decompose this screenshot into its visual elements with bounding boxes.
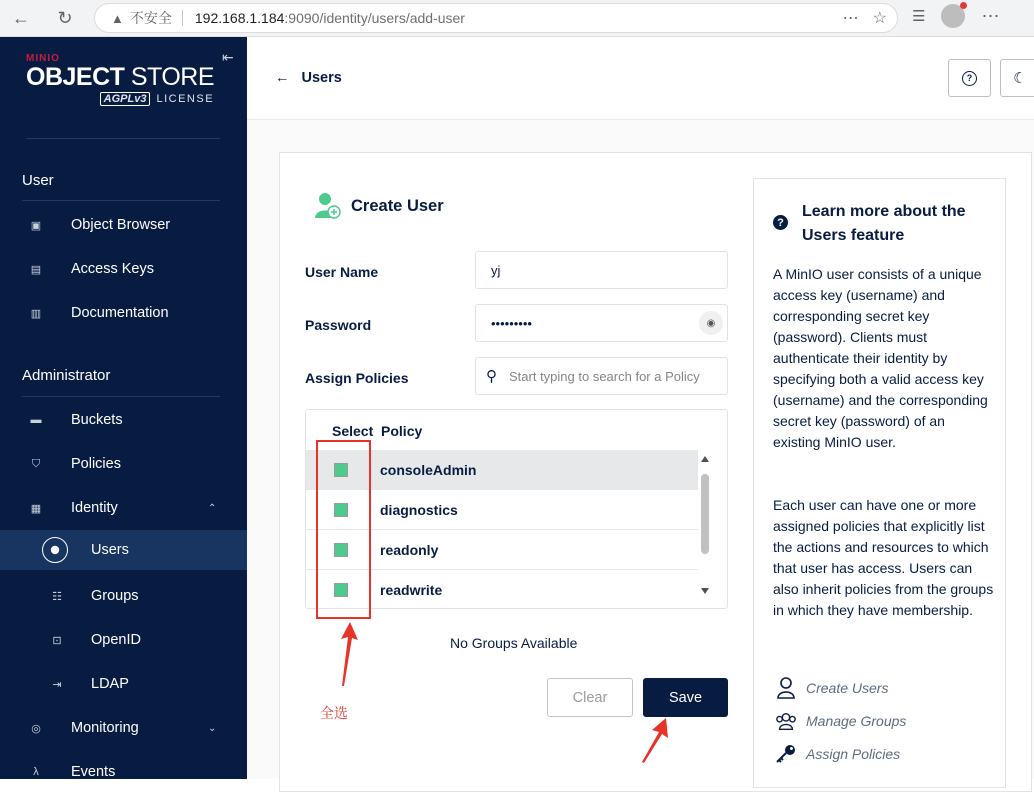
add-user-icon [315, 192, 341, 220]
scroll-up-icon[interactable] [701, 456, 709, 462]
section-administrator: Administrator [22, 367, 111, 384]
column-policy: Policy [381, 423, 423, 439]
sidebar-item-label: Access Keys [71, 261, 154, 277]
collapse-sidebar-icon[interactable]: ⇤ [222, 49, 234, 65]
policy-name: readonly [380, 541, 439, 558]
bucket-icon: ▬ [30, 414, 42, 426]
back-link-label: Users [301, 70, 342, 86]
divider [26, 138, 220, 139]
assign-policies-label: Assign Policies [305, 370, 409, 386]
logo-brand: MINIO [26, 53, 60, 64]
sidebar-item-ldap[interactable] [0, 664, 247, 704]
more-options-icon[interactable]: ⋯ [842, 10, 859, 27]
shield-icon: ⛉ [31, 457, 41, 470]
column-select: Select [332, 423, 374, 439]
dark-mode-button[interactable] [1000, 59, 1034, 97]
groups-outline-icon [775, 710, 797, 732]
help-paragraph: Each user can have one or more assigned policies that explicitly list the actions and resources to which that user has access. Users can also inherit policies from the groups in which they have membership. [773, 497, 994, 618]
help-link-manage-groups[interactable]: Manage Groups [806, 713, 907, 729]
sidebar-item-monitoring[interactable] [0, 708, 247, 748]
monitoring-icon: ◎ [31, 722, 41, 735]
annotation-select-all-text: 全选 [320, 705, 348, 721]
id-card-icon: ▦ [30, 502, 42, 515]
policy-search-input[interactable] [475, 357, 728, 395]
annotation-arrow-save-icon [640, 718, 670, 763]
moon-icon: ☾ [1013, 70, 1027, 87]
annotation-arrow-up-icon [338, 622, 358, 687]
policy-name: consoleAdmin [380, 461, 477, 478]
sidebar-item-users[interactable] [0, 530, 247, 570]
lambda-icon: λ [33, 766, 39, 778]
access-keys-icon: ▤ [30, 263, 42, 276]
insecure-label: 不安全 [129, 10, 172, 26]
sidebar-item-events[interactable] [0, 752, 247, 792]
section-user: User [22, 172, 54, 189]
sidebar-item-groups[interactable] [0, 576, 247, 616]
no-groups-message: No Groups Available [450, 635, 578, 651]
table-header [332, 423, 422, 439]
page-title: Create User [351, 197, 444, 215]
search-icon: ⚲ [486, 368, 497, 385]
logo-object: OBJECT [26, 63, 125, 91]
sidebar-item-label: Groups [91, 588, 139, 604]
warning-icon: ▲ [111, 10, 124, 26]
search-placeholder: Start typing to search for a Policy [509, 368, 700, 384]
sidebar-item-openid[interactable] [0, 620, 247, 660]
sidebar [0, 37, 247, 779]
help-link-assign-policies[interactable]: Assign Policies [806, 746, 901, 762]
annotation-select-all-box [316, 440, 371, 619]
help-link-create-users[interactable]: Create Users [806, 680, 889, 696]
save-button[interactable]: Save [643, 678, 728, 717]
address-bar[interactable] [94, 3, 898, 33]
password-label: Password [305, 317, 372, 333]
agpl-badge: AGPLv3 [100, 92, 151, 106]
logo-store: STORE [130, 63, 215, 91]
scroll-thumb[interactable] [701, 474, 709, 554]
url-host: 192.168.1.184 [194, 10, 285, 26]
object-browser-icon: ▣ [30, 219, 42, 232]
sidebar-item-policies[interactable] [0, 444, 247, 484]
eye-icon[interactable]: ◉ [699, 311, 723, 335]
sidebar-item-object-browser[interactable] [0, 205, 247, 245]
reload-icon[interactable]: ↻ [57, 7, 73, 28]
page-header [247, 37, 1034, 120]
back-to-users-link[interactable] [275, 70, 342, 86]
help-icon: ? [962, 71, 977, 86]
key-icon [775, 743, 797, 765]
user-icon [42, 537, 68, 563]
sidebar-item-access-keys[interactable] [0, 249, 247, 289]
sidebar-item-label: Monitoring [71, 720, 139, 736]
question-icon: ? [773, 215, 788, 230]
sidebar-item-label: Object Browser [71, 217, 171, 233]
sidebar-item-label: LDAP [91, 676, 129, 692]
username-field[interactable] [475, 251, 728, 289]
url-path: :9090/identity/users/add-user [284, 10, 465, 26]
sidebar-item-documentation[interactable] [0, 293, 247, 333]
sidebar-item-label: OpenID [91, 632, 141, 648]
username-value: yj [491, 262, 501, 278]
back-arrow-icon[interactable]: ← [12, 7, 30, 28]
password-value: ••••••••• [491, 315, 532, 331]
logo-license: LICENSE [156, 93, 215, 105]
divider [22, 200, 220, 201]
favorites-icon[interactable]: ☰ [912, 8, 926, 25]
sidebar-item-label: Buckets [71, 412, 123, 428]
lock-icon: ⊡ [52, 634, 62, 647]
documentation-icon: ▥ [30, 307, 42, 320]
sidebar-item-label: Users [91, 542, 129, 558]
groups-icon: ☷ [52, 590, 62, 603]
login-icon: ⇥ [52, 678, 62, 691]
help-button[interactable] [948, 59, 991, 97]
username-label: User Name [305, 264, 379, 280]
chevron-down-icon: ⌄ [208, 722, 217, 734]
minio-logo [26, 53, 214, 106]
help-title: Learn more about the Users feature [802, 203, 966, 244]
divider [22, 396, 220, 397]
back-arrow-icon: ← [275, 70, 290, 86]
profile-avatar[interactable] [941, 4, 965, 28]
user-outline-icon [775, 677, 797, 699]
policy-name: diagnostics [380, 501, 458, 518]
browser-toolbar [0, 0, 1034, 37]
clear-button[interactable]: Clear [547, 678, 633, 717]
scroll-down-icon[interactable] [701, 588, 709, 594]
sidebar-item-label: Events [71, 764, 116, 780]
password-field[interactable] [475, 304, 728, 342]
sidebar-item-label: Policies [71, 456, 121, 472]
sidebar-item-label: Identity [71, 500, 118, 516]
star-icon[interactable]: ☆ [872, 10, 887, 27]
browser-menu-icon[interactable]: ⋯ [981, 5, 1000, 26]
help-paragraph: A MinIO user consists of a unique access key (username) and corresponding secret key (password). Clients must authenticate their identity by specifying both a valid access key (username) and the corresponding secret key (password) of an existing MinIO user. [773, 266, 988, 450]
scrollbar[interactable] [698, 450, 712, 600]
sidebar-item-buckets[interactable] [0, 400, 247, 440]
sidebar-item-label: Documentation [71, 305, 169, 321]
sidebar-item-identity[interactable] [0, 488, 247, 528]
url-separator [182, 10, 183, 26]
policy-name: readwrite [380, 581, 443, 598]
chevron-up-icon: ⌃ [208, 502, 217, 514]
